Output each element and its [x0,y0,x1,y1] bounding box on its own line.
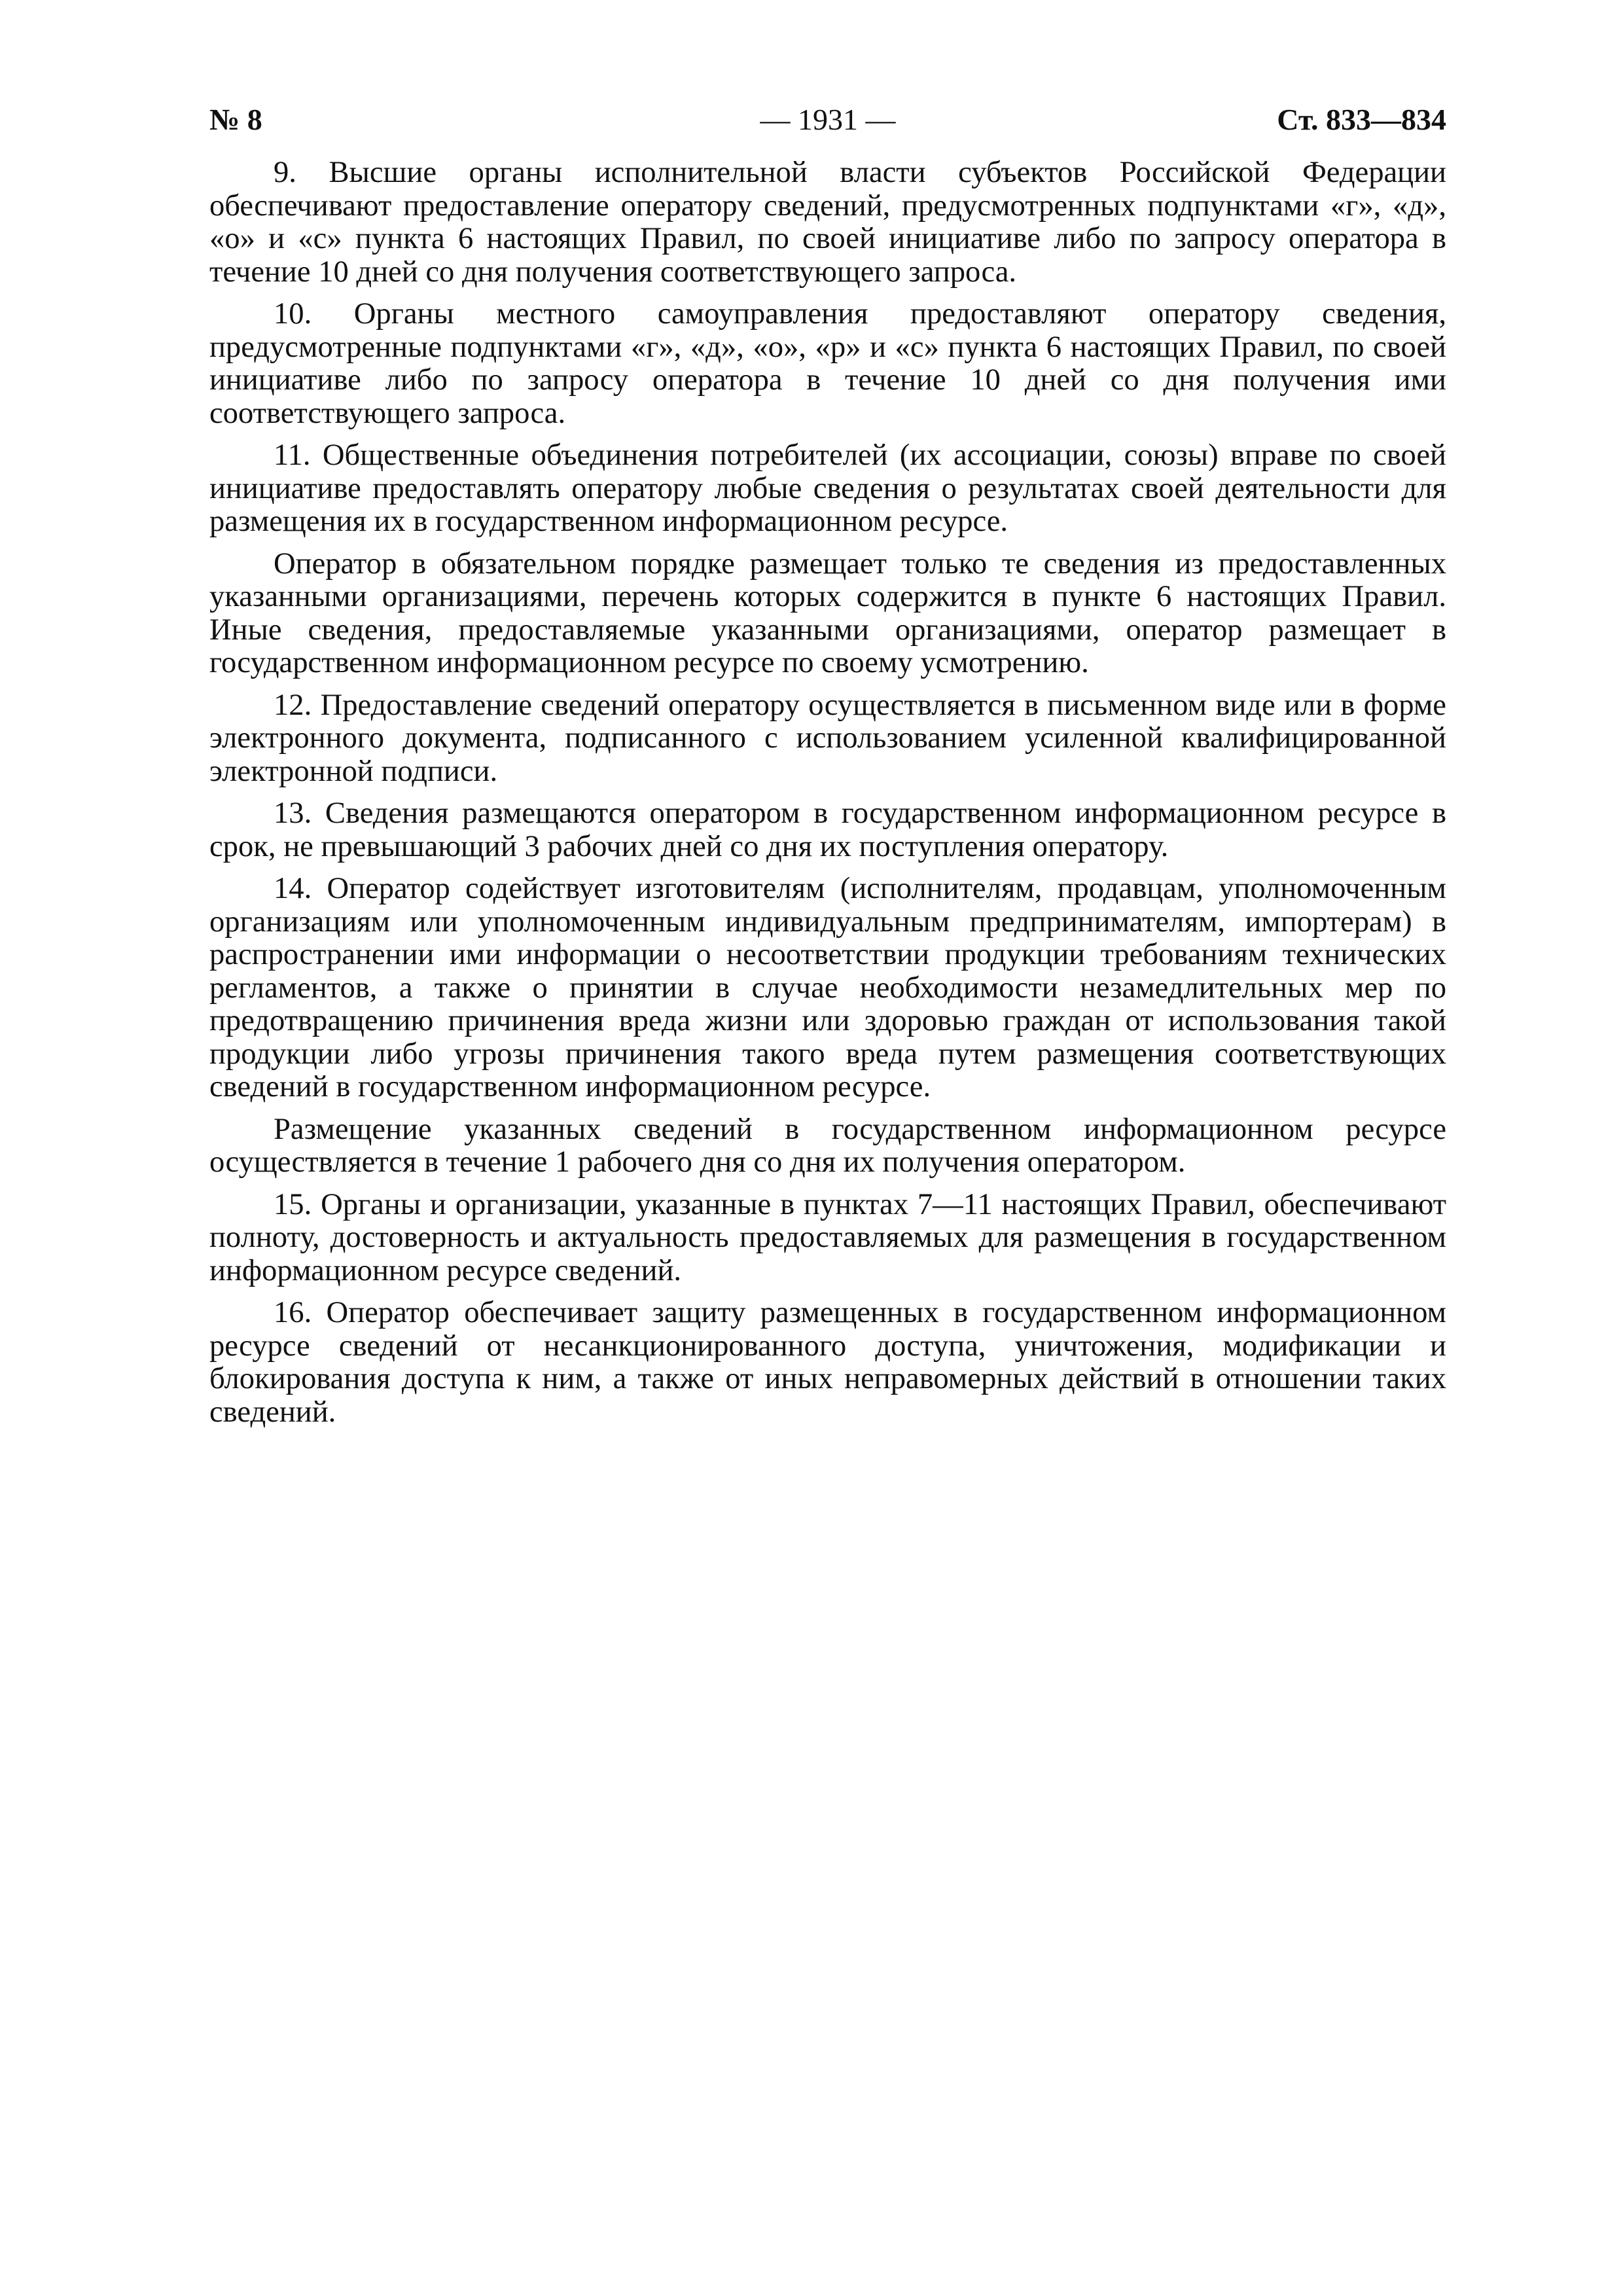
paragraph-14-continuation: Размещение указанных сведений в государственном информационном ресурсе осуществляется в течение 1 рабочего дня со дня их получения оператором. [209,1111,1446,1179]
paragraph-13: 13. Сведения размещаются оператором в государственном информационном ресурсе в срок, не превышающий 3 рабочих дней со дня их поступления оператору. [209,796,1446,863]
paragraph-11: 11. Общественные объединения потребителей (их ассоциации, союзы) вправе по своей инициативе предоставлять оператору любые сведения о результатах своей деятельности для размещения их в государственном информационном ресурсе. [209,438,1446,538]
issue-number: № 8 [209,103,262,136]
paragraph-12: 12. Предоставление сведений оператору осуществляется в письменном виде или в форме электронного документа, подписанного с использованием усиленной квалифицированной электронной подписи. [209,687,1446,788]
paragraph-11-continuation: Оператор в обязательном порядке размещает только те сведения из предоставленных указанными организациями, перечень которых содержится в пункте 6 настоящих Правил. Иные сведения, предоставляемые указанными организациями, оператор размещает в государственном информационном ресурсе по своему усмотрению. [209,546,1446,679]
paragraph-15: 15. Органы и организации, указанные в пунктах 7—11 настоящих Правил, обеспечивают полноту, достоверность и актуальность предоставляемых для размещения в государственном информационном ресурсе сведений. [209,1187,1446,1287]
paragraph-16: 16. Оператор обеспечивает защиту размещенных в государственном информационном ресурсе сведений от несанкционированного доступа, уничтожения, модификации и блокирования доступа к ним, а также от иных неправомерных действий в отношении таких сведений. [209,1295,1446,1429]
paragraph-14: 14. Оператор содействует изготовителям (исполнителям, продавцам, уполномоченным организациям или уполномоченным индивидуальным предпринимателям, импортерам) в распространении ими информации о несоответствии продукции требованиям технических регламентов, а также о принятии в случае необходимости незамедлительных мер по предотвращению причинения вреда жизни или здоровью граждан от использования такой продукции либо угрозы причинения такого вреда путем размещения соответствующих сведений в государственном информационном ресурсе. [209,871,1446,1103]
page-number: — 1931 — [760,103,896,136]
page-header [209,97,1446,143]
paragraph-9: 9. Высшие органы исполнительной власти субъектов Российской Федерации обеспечивают предоставление оператору сведений, предусмотренных подпунктами «г», «д», «о» и «с» пункта 6 настоящих Правил, по своей инициативе либо по запросу оператора в течение 10 дней со дня получения соответствующего запроса. [209,155,1446,289]
document-body [209,156,1446,1437]
paragraph-10: 10. Органы местного самоуправления предоставляют оператору сведения, предусмотренные подпунктами «г», «д», «о», «р» и «с» пункта 6 настоящих Правил, по своей инициативе либо по запросу оператора в течение 10 дней со дня получения ими соответствующего запроса. [209,296,1446,430]
article-range: Ст. 833—834 [1277,103,1446,136]
